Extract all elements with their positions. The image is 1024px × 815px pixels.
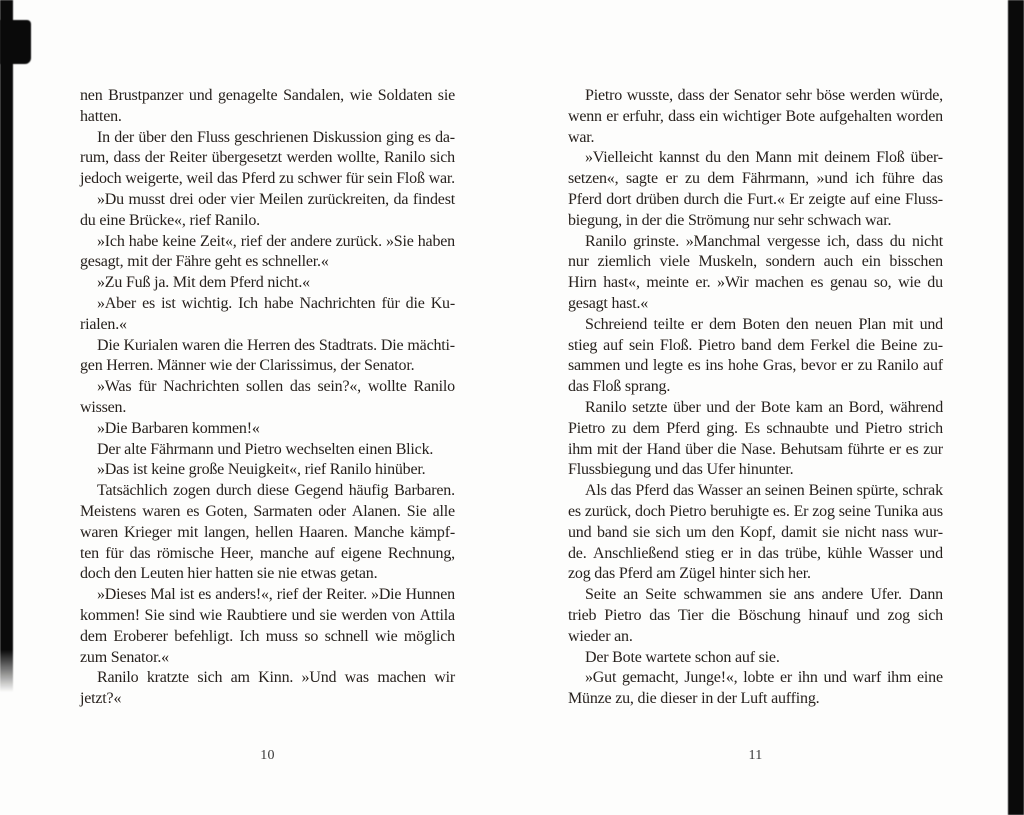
page-number-left: 10 (260, 748, 275, 763)
text-line: Schreiend teilte er dem Boten den neuen Plan mit und (585, 315, 943, 333)
text-line: setzen«, sagte er zu dem Fährmann, »und ich führe das (568, 170, 943, 188)
text-line: Münze zu, die dieser in der Luft auffing. (568, 690, 820, 708)
text-line: Der Bote wartete schon auf sie. (585, 648, 780, 666)
text-line: Hirn hast«, meinte er. »Wir machen es genau so, wie du (568, 274, 943, 292)
text-line: gesagt, mit der Fähre geht es schneller.« (80, 253, 329, 271)
text-line: hatten. (80, 107, 122, 125)
text-line: »Gut gemacht, Junge!«, lobte er ihn und warf ihm eine (585, 669, 943, 687)
text-line: wissen. (80, 398, 127, 416)
text-line: wieder an. (568, 627, 633, 645)
text-line: In der über den Fluss geschrienen Diskussion ging es da- (97, 128, 455, 146)
text-line: Meistens waren es Goten, Sarmaten oder Alanen. Sie alle (80, 502, 455, 520)
scan-shadow-right (1008, 0, 1024, 815)
text-line: nur ziemlich viele Muskeln, sondern auch ein bisschen (568, 253, 943, 271)
text-line: Ranilo setzte über und der Bote kam an Bord, während (585, 398, 943, 416)
text-line: Ranilo kratzte sich am Kinn. »Und was machen wir (97, 669, 455, 687)
text-line: rum, dass der Reiter übergesetzt werden wollte, Ranilo sich (80, 149, 455, 167)
text-line: dem Eroberer befehligt. Ich muss so schnell wie möglich (80, 627, 455, 645)
text-line: ihm mit der Hand über die Nase. Behutsam führte er es zur (568, 440, 943, 458)
page-right-text (568, 86, 943, 710)
text-line: kommen! Sie sind wie Raubtiere und sie werden von Attila (80, 606, 455, 624)
text-line: »Was für Nachrichten sollen das sein?«, wollte Ranilo (97, 378, 455, 396)
page-left-text (80, 86, 455, 710)
text-line: Pferd dort drüben durch die Furt.« Er zeigte auf eine Fluss- (568, 190, 943, 208)
text-line: es zurück, doch Pietro beruhigte es. Er zog seine Tunika aus (568, 502, 943, 520)
text-line: und band sie sich um den Kopf, damit sie nicht nass wur- (568, 523, 943, 541)
page-number-right: 11 (748, 748, 763, 763)
text-line: Ranilo grinste. »Manchmal vergesse ich, dass du nicht (585, 232, 943, 250)
text-line: »Dieses Mal ist es anders!«, rief der Reiter. »Die Hunnen (97, 586, 455, 604)
text-line: waren Krieger mit langen, hellen Haaren. Manche kämpf- (80, 523, 455, 541)
text-line: Tatsächlich zogen durch diese Gegend häufig Barbaren. (97, 482, 455, 500)
scan-shadow-left-bump (0, 20, 31, 64)
text-line: »Aber es ist wichtig. Ich habe Nachrichten für die Ku- (97, 294, 455, 312)
text-line: nen Brustpanzer und genagelte Sandalen, wie Soldaten sie (80, 87, 455, 104)
text-line: »Vielleicht kannst du den Mann mit deinem Floß über- (585, 149, 943, 167)
text-line: ten für das römische Heer, manche auf eigene Rechnung, (80, 544, 455, 562)
text-line: »Ich habe keine Zeit«, rief der andere zurück. »Sie haben (97, 232, 455, 250)
text-line: »Die Barbaren kommen!« (97, 419, 260, 437)
text-line: »Zu Fuß ja. Mit dem Pferd nicht.« (97, 274, 310, 292)
text-line: trieb Pietro das Tier die Böschung hinauf und zog sich (568, 606, 943, 624)
text-line: »Das ist keine große Neuigkeit«, rief Ranilo hinüber. (97, 461, 426, 479)
text-line: Flussbiegung und das Ufer hinunter. (568, 461, 794, 479)
text-line: stieg auf sein Floß. Pietro band dem Ferkel die Beine zu- (568, 336, 943, 354)
text-line: gesagt hast.« (568, 294, 649, 312)
text-line: sammen und legte es ins hohe Gras, bevor er zu Ranilo auf (568, 357, 943, 375)
text-line: doch den Leuten hier hatten sie nie etwas getan. (80, 565, 378, 583)
text-line: biegung, in der die Strömung nur sehr schwach war. (568, 211, 892, 229)
text-line: Pietro wusste, dass der Senator sehr böse werden würde, (585, 87, 943, 104)
text-line: das Floß sprang. (568, 378, 671, 396)
text-line: jedoch weigerte, weil das Pferd zu schwer für sein Floß war. (80, 170, 455, 188)
text-line: Seite an Seite schwammen sie ans andere Ufer. Dann (585, 586, 943, 604)
text-line: gen Herren. Männer wie der Clarissimus, der Senator. (80, 357, 415, 375)
text-line: Als das Pferd das Wasser an seinen Beinen spürte, schrak (585, 482, 943, 500)
scan-shadow-left (0, 0, 13, 692)
text-line: Pietro zu dem Pferd ging. Es schnaubte und Pietro strich (568, 419, 943, 437)
text-line: war. (568, 128, 595, 146)
text-line: Die Kurialen waren die Herren des Stadtrats. Die mächti- (97, 336, 455, 354)
text-line: zog das Pferd am Zügel hinter sich her. (568, 565, 811, 583)
text-line: du eine Brücke«, rief Ranilo. (80, 211, 260, 229)
text-line: wenn er erfuhr, dass ein wichtiger Bote aufgehalten worden (568, 107, 943, 125)
text-line: rialen.« (80, 315, 127, 333)
text-line: »Du musst drei oder vier Meilen zurückreiten, da findest (97, 190, 455, 208)
text-line: jetzt?« (80, 690, 122, 708)
text-line: Der alte Fährmann und Pietro wechselten einen Blick. (97, 440, 434, 458)
text-line: zum Senator.« (80, 648, 169, 666)
text-line: de. Anschließend stieg er in das trübe, kühle Wasser und (568, 544, 943, 562)
